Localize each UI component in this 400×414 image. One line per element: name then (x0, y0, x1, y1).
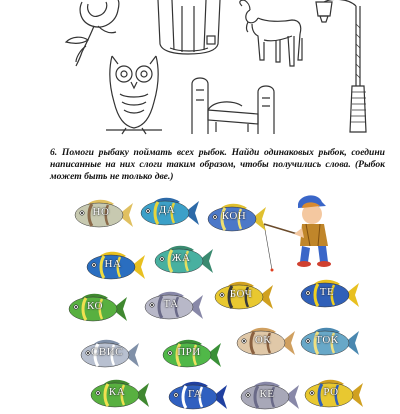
fish-syllable: ГА (187, 388, 203, 400)
fish-field (0, 190, 400, 400)
coat-drawing (150, 0, 228, 58)
fish-ga[interactable] (164, 380, 228, 414)
fish-zha[interactable] (150, 244, 214, 278)
fish-syllable: РО (323, 386, 339, 398)
fish-ta[interactable] (140, 290, 204, 324)
lantern-drawing (308, 0, 378, 136)
fish-ro[interactable] (300, 378, 364, 412)
fish-ke[interactable] (236, 380, 300, 414)
fish-syllable: НА (104, 258, 122, 270)
fish-no[interactable] (70, 198, 134, 232)
fish-syllable: ТА (163, 298, 179, 310)
picture-drawings (0, 0, 400, 140)
owl-drawing (104, 52, 164, 138)
fish-syllable: ОК (254, 334, 272, 346)
task-number: 6. (50, 147, 58, 158)
fish-pri[interactable] (158, 338, 222, 372)
fish-syllable: ПРИ (177, 346, 201, 358)
fish-syllable: ТЕ (319, 286, 335, 298)
fish-syllable: НО (92, 206, 110, 218)
fish-syllable: ДА (158, 204, 176, 216)
goat-drawing (236, 0, 306, 72)
fish-syllable: БОЧ (229, 288, 253, 300)
task-text (50, 147, 385, 183)
fish-ko[interactable] (64, 292, 128, 326)
fish-syllable: СВИС (91, 346, 123, 358)
fish-syllable: ЖА (171, 252, 191, 264)
bed-drawing (188, 70, 278, 136)
fish-da[interactable] (136, 196, 200, 230)
fish-svis[interactable] (76, 338, 140, 372)
fish-kon[interactable] (203, 202, 267, 236)
task-instruction: Помоги рыбаку поймать всех рыбок. Найди одинаковых рыбок, соедини написанные на них слоги таким образом, чтобы получились слова. (Рыбок может быть не только две.) (50, 147, 385, 182)
fish-syllable: КЕ (259, 388, 275, 400)
fish-ok[interactable] (232, 326, 296, 360)
fish-syllable: КА (108, 386, 126, 398)
fish-na[interactable] (82, 250, 146, 284)
fish-tok[interactable] (296, 326, 360, 360)
fish-ka[interactable] (86, 378, 150, 412)
fish-boch[interactable] (210, 280, 274, 314)
fish-syllable: КО (86, 300, 103, 312)
fish-syllable: ТОК (315, 334, 339, 346)
fish-te[interactable] (296, 278, 360, 312)
fish-syllable: КОН (221, 210, 247, 222)
